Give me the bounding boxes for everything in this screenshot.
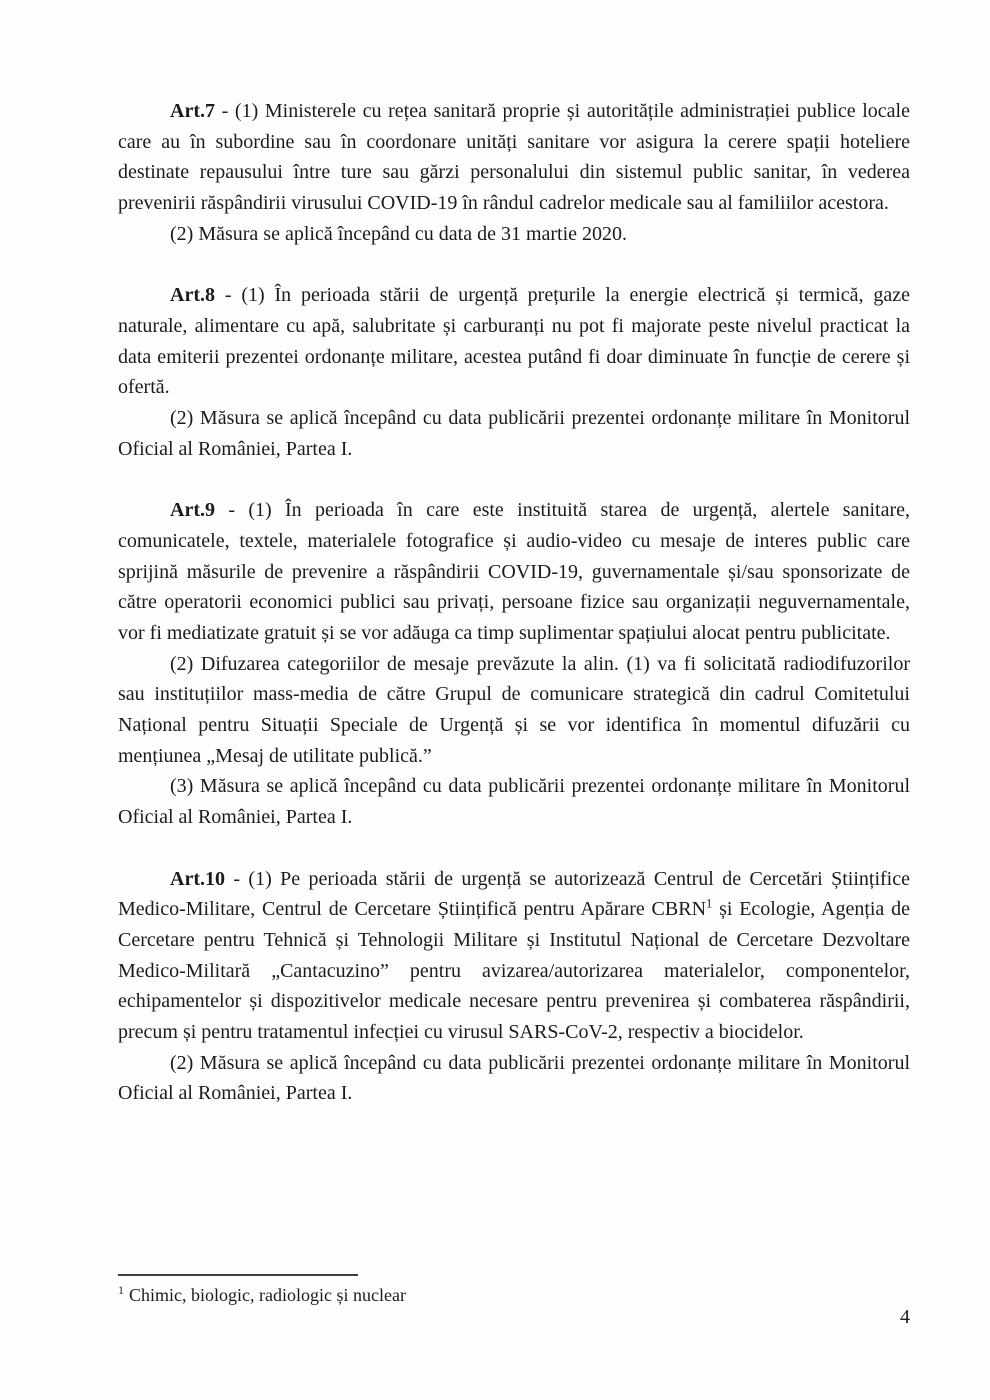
- article-9-paragraph-1: [118, 495, 910, 649]
- article-8-paragraph-1: [118, 280, 910, 403]
- article-7: [118, 96, 910, 250]
- article-8: [118, 280, 910, 464]
- article-7-paragraph-1: [118, 96, 910, 219]
- footnote-text: Chimic, biologic, radiologic și nuclear: [129, 1285, 406, 1305]
- article-7-number: Art.7: [170, 100, 215, 122]
- article-7-paragraph-1-text: - (1) Ministerele cu rețea sanitară proprie și autoritățile administrației publice locale care au în subordine sau în coordonare unități sanitare vor asigura la cerere spații hoteliere destinate repausului între ture sau gărzi personalului din sistemul public sanitar, în vederea prevenirii răspândirii virusului COVID-19 în rândul cadrelor medicale sau al familiilor acestora.: [118, 100, 910, 215]
- article-10: [118, 864, 910, 1110]
- article-8-paragraph-2: (2) Măsura se aplică începând cu data publicării prezentei ordonanțe militare în Monitorul Oficial al României, Partea I.: [118, 407, 910, 460]
- footnote-separator-rule: [118, 1274, 358, 1276]
- page-number: 4: [900, 1306, 910, 1328]
- document-body: [118, 96, 910, 1109]
- article-9-number: Art.9: [170, 499, 215, 522]
- article-10-number: Art.10: [170, 867, 225, 890]
- article-9-paragraph-2: (2) Difuzarea categoriilor de mesaje prevăzute la alin. (1) va fi solicitată radiodifuzorilor sau instituțiilor mass-media de către Grupul de comunicare strategică din cadrul Comitetului Național pentru Situații Speciale de Urgență și se vor identifica în momentul difuzării cu mențiunea „Mesaj de utilitate publică.”: [118, 652, 910, 767]
- article-8-paragraph-1-text: - (1) În perioada stării de urgență prețurile la energie electrică și termică, gaze naturale, alimentare cu apă, salubritate și carburanți nu pot fi majorate peste nivelul practicat la data emiterii prezentei ordonanțe militare, acestea putând fi doar diminuate în funcție de cerere și ofertă.: [118, 284, 910, 399]
- article-8-number: Art.8: [170, 284, 215, 307]
- article-9: [118, 495, 910, 833]
- article-10-paragraph-1-text-continued: și Ecologie, Agenția de Cercetare pentru Tehnică și Tehnologii Militare și Institutul Național de Cercetare Dezvoltare Medico-Militară „Cantacuzino” pentru avizarea/autorizarea materialelor, componentelor, echipamentelor și dispozitivelor medicale necesare pentru prevenirea și combaterea răspândirii, precum și pentru tratamentul infecției cu virusul SARS-CoV-2, respectiv a biocidelor.: [118, 898, 910, 1044]
- article-10-paragraph-1-text: - (1) Pe perioada stării de urgență se autorizează Centrul de Cercetări Științifice Medico-Militare, Centrul de Cercetare Științifică pentru Apărare CBRN: [118, 867, 910, 921]
- footnote-marker: 1: [118, 1283, 124, 1297]
- article-10-paragraph-1: [118, 864, 910, 1048]
- article-7-paragraph-2: (2) Măsura se aplică începând cu data de 31 martie 2020.: [170, 222, 628, 245]
- article-9-paragraph-3: (3) Măsura se aplică începând cu data publicării prezentei ordonanțe militare în Monitorul Oficial al României, Partea I.: [118, 775, 910, 829]
- article-9-paragraph-1-text: - (1) În perioada în care este instituită starea de urgență, alertele sanitare, comunicatele, textele, materialele fotografice și audio-video cu mesaje de interes public care sprijină măsurile de prevenire a răspândirii COVID-19, guvernamentale și/sau sponsorizate de către operatorii economici publici sau privați, persoane fizice sau organizații neguvernamentale, vor fi mediatizate gratuit și se vor adăuga ca timp suplimentar spațiului alocat pentru publicitate.: [118, 499, 910, 644]
- article-10-paragraph-2: (2) Măsura se aplică începând cu data publicării prezentei ordonanțe militare în Monitorul Oficial al României, Partea I.: [118, 1051, 910, 1105]
- footnote-reference-superscript: 1: [706, 896, 713, 911]
